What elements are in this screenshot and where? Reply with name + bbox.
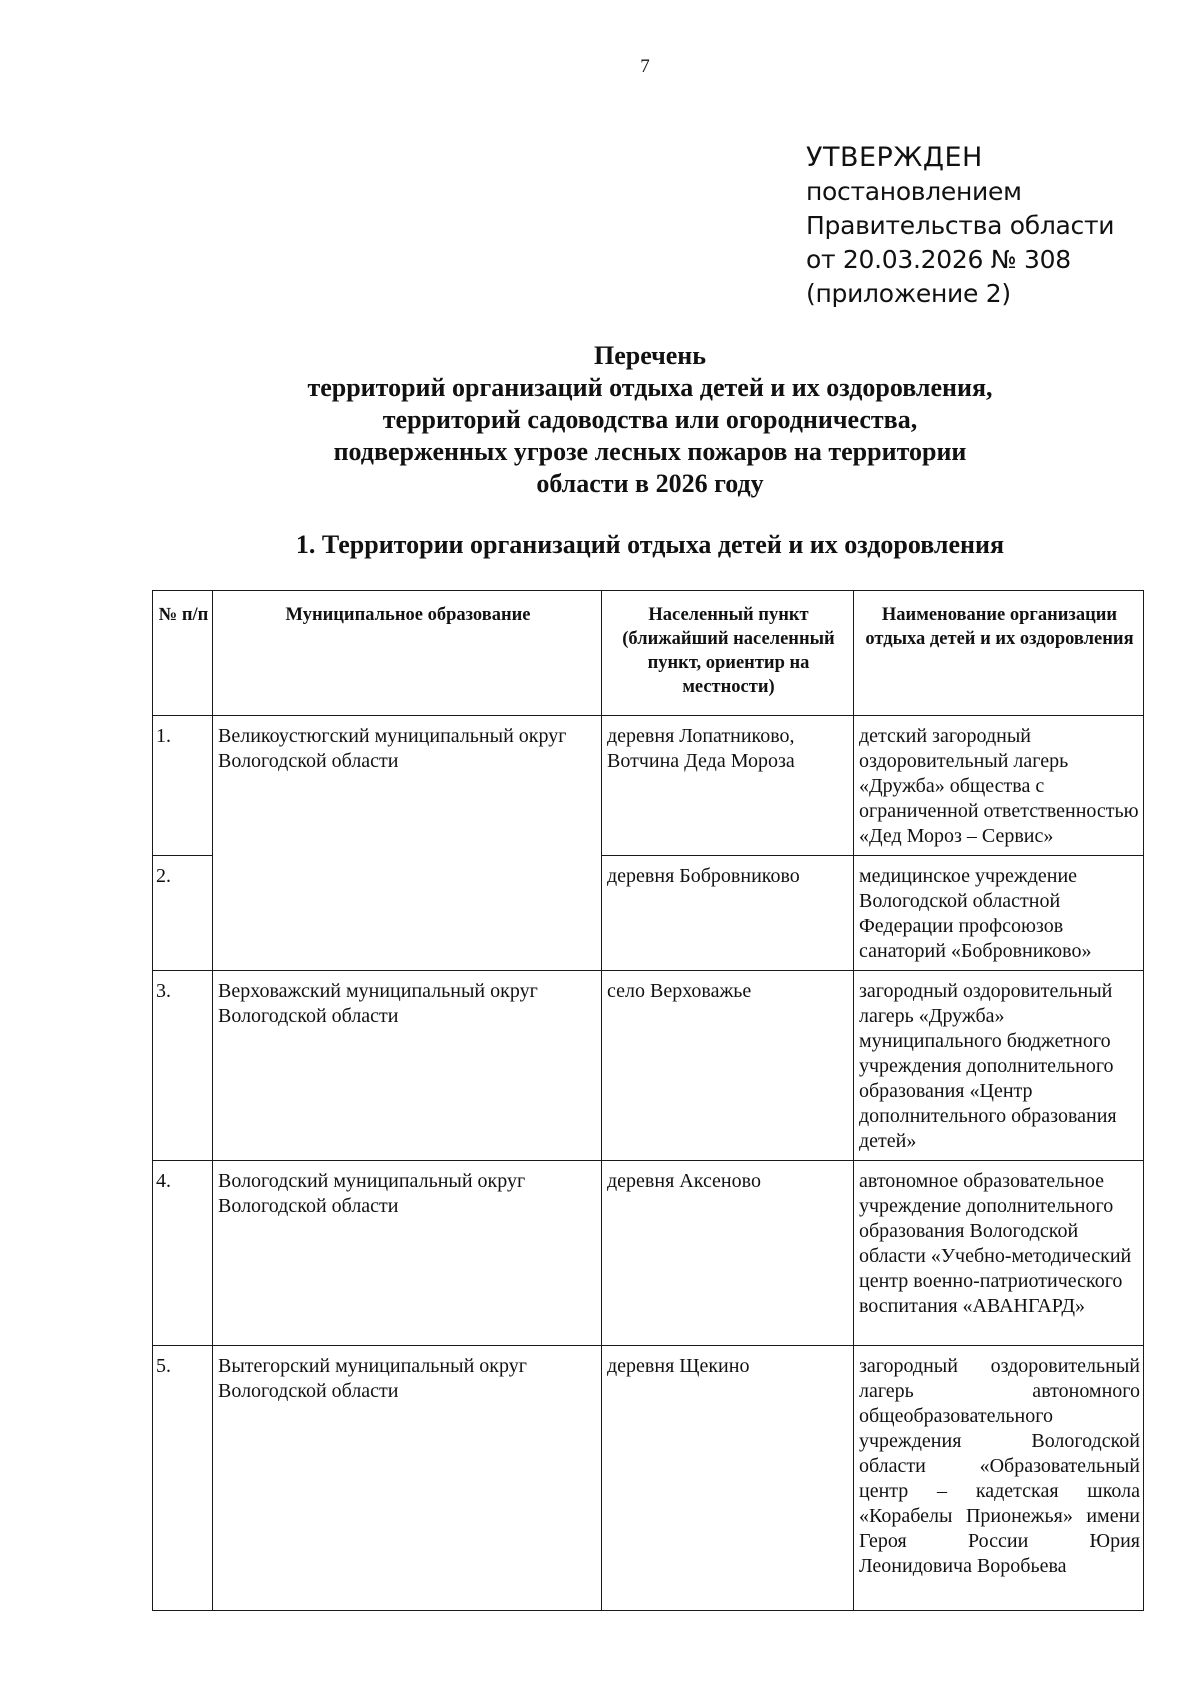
title-line: Перечень [593,341,707,370]
territories-table [152,590,1144,1611]
section-heading: 1. Территории организаций отдыха детей и их оздоровления [295,530,1005,559]
row-organization: автономное образовательное учреждение дополнительного образования Вологодской области «Учебно-методический центр военно-патриотического воспитания «АВАНГАРД» [854,1161,1144,1346]
title-line: области в 2026 году [536,469,764,498]
row-organization: загородный оздоровительный лагерь «Дружба» муниципального бюджетного учреждения дополнительного образования «Центр дополнительного образования детей» [854,971,1144,1161]
table-row [153,971,1144,1161]
document-title [200,340,1100,500]
row-organization: детский загородный оздоровительный лагерь «Дружба» общества с ограниченной ответственностью «Дед Мороз – Сервис» [854,716,1144,856]
row-municipality: Верховажский муниципальный округ Вологодской области [213,971,602,1161]
page-number: 7 [640,56,650,77]
approval-line: (приложение 2) [806,279,1011,308]
approval-title: УТВЕРЖДЕН [806,142,983,173]
table-row [153,716,1144,856]
row-num: 2. [153,856,213,971]
header-settlement: Населенный пункт (ближайший населенный пункт, ориентир на местности) [602,591,854,716]
row-municipality: Вытегорский муниципальный округ Вологодской области [213,1346,602,1611]
row-settlement: деревня Щекино [602,1346,854,1611]
row-num: 3. [153,971,213,1161]
table-row [153,1161,1144,1346]
row-municipality: Вологодский муниципальный округ Вологодской области [213,1161,602,1346]
row-organization: загородный оздоровительный лагерь автономного общеобразовательного учреждения Вологодской области «Образовательный центр – кадетская школа «Корабелы Прионежья» имени Героя России Юрия Леонидовича Воробьева [854,1346,1144,1611]
row-organization: медицинское учреждение Вологодской областной Федерации профсоюзов санаторий «Бобровниково» [854,856,1144,971]
row-settlement: деревня Лопатниково, Вотчина Деда Мороза [602,716,854,856]
approval-line: Правительства области [806,211,1115,240]
row-settlement: деревня Аксеново [602,1161,854,1346]
header-organization: Наименование организации отдыха детей и их оздоровления [854,591,1144,716]
approval-line: постановлением [806,177,1022,206]
row-num: 5. [153,1346,213,1611]
header-municipality: Муниципальное образование [213,591,602,716]
table-row [153,1346,1144,1611]
title-line: территорий садоводства или огородничества, [382,405,918,434]
row-num: 1. [153,716,213,856]
row-num: 4. [153,1161,213,1346]
row-settlement: село Верховажье [602,971,854,1161]
row-settlement: деревня Бобровниково [602,856,854,971]
title-line: территорий организаций отдыха детей и их оздоровления, [307,373,993,402]
approval-line: от 20.03.2026 № 308 [806,245,1071,274]
approval-stamp [806,141,1114,311]
title-line: подверженных угрозе лесных пожаров на территории [333,437,967,466]
table-header-row [153,591,1144,716]
header-num: № п/п [153,591,213,716]
row-municipality: Великоустюгский муниципальный округ Вологодской области [213,716,602,971]
